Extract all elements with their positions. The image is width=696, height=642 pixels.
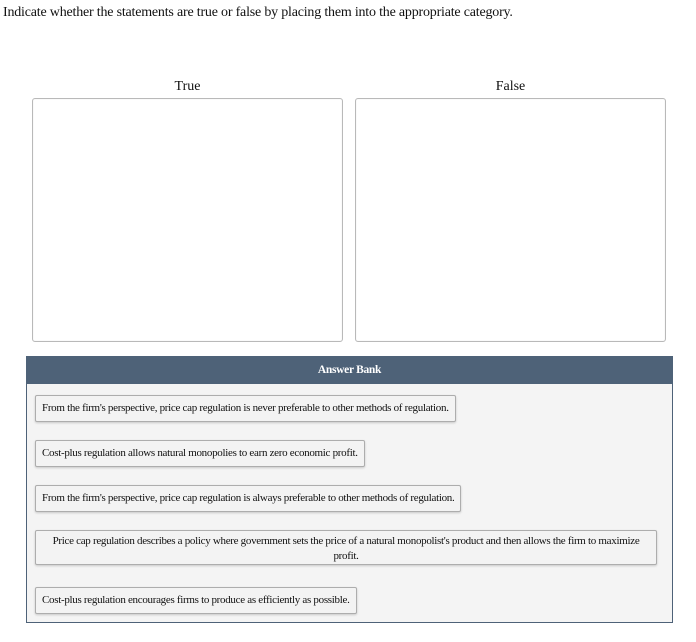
drop-zone-true[interactable] [32,98,343,342]
answer-bank [26,356,673,623]
category-title-true: True [174,79,201,94]
answer-chip[interactable]: Cost-plus regulation encourages firms to produce as efficiently as possible. [35,587,357,614]
answer-chip[interactable]: Price cap regulation describes a policy where government sets the price of a natural monopolist's product and then allows the firm to maximize profit. [35,530,657,565]
answer-chip[interactable]: Cost-plus regulation allows natural monopolies to earn zero economic profit. [35,440,365,467]
category-title-false: False [495,79,526,94]
drop-zone-false[interactable] [355,98,666,342]
answer-bank-header: Answer Bank [27,357,672,384]
answer-chip[interactable]: From the firm's perspective, price cap regulation is always preferable to other methods of regulation. [35,485,461,512]
instructions-text: Indicate whether the statements are true or false by placing them into the appropriate category. [3,5,513,20]
answer-chip[interactable]: From the firm's perspective, price cap regulation is never preferable to other methods of regulation. [35,395,456,422]
